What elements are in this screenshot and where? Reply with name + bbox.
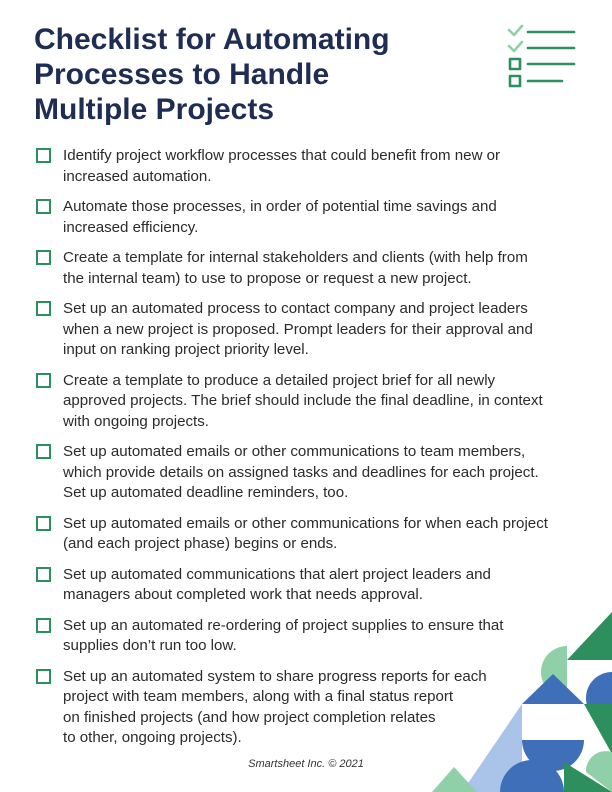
item-line: Create a template for internal stakeholders and clients (with help from — [63, 249, 528, 266]
item-text — [63, 442, 539, 504]
item-line: with ongoing projects. — [63, 412, 209, 430]
item-text — [63, 146, 500, 187]
page-title — [34, 22, 474, 127]
item-line: (and each project phase) begins or ends. — [63, 535, 338, 552]
checklist-item — [36, 514, 586, 555]
checkbox-icon[interactable] — [36, 669, 51, 684]
item-line: which provide details on assigned tasks and deadlines for each project. — [63, 463, 539, 481]
item-line: input on ranking project priority level. — [63, 341, 309, 358]
item-text — [63, 299, 533, 361]
title-line: Processes to Handle — [34, 58, 330, 91]
checklist-item — [36, 442, 586, 504]
checklist-item — [36, 146, 586, 187]
item-line: Set up automated communications that alert project leaders and — [63, 565, 491, 583]
item-line: approved projects. The brief should include the final deadline, in context — [63, 392, 543, 409]
footer-copyright: Smartsheet Inc. © 2021 — [248, 758, 364, 770]
deco-triangle — [432, 767, 477, 792]
item-line: increased efficiency. — [63, 218, 199, 236]
item-line: increased automation. — [63, 167, 212, 185]
item-line: project with team members, along with a final status report — [63, 688, 454, 705]
item-line: Set up an automated process to contact company and project leaders — [63, 300, 528, 317]
item-line: Set up automated deadline reminders, too. — [63, 484, 349, 501]
item-line: Identify project workflow processes that could benefit from new or — [63, 147, 501, 164]
item-line: on finished projects (and how project completion relates — [63, 708, 436, 726]
checkbox-icon[interactable] — [36, 373, 51, 388]
checkbox-icon[interactable] — [36, 444, 51, 459]
checklist-icon — [506, 24, 578, 92]
item-text — [63, 667, 487, 749]
checkbox-icon[interactable] — [36, 618, 51, 633]
item-line: Set up automated emails or other communications for when each project — [63, 514, 548, 532]
deco-triangle — [584, 704, 612, 754]
item-line: Set up an automated re-ordering of project supplies to ensure that — [63, 616, 504, 634]
item-line: supplies don’t run too low. — [63, 637, 237, 654]
checkbox-icon[interactable] — [36, 250, 51, 265]
title-line: Checklist for Automating — [34, 23, 390, 56]
checklist-item — [36, 197, 586, 238]
checkbox-icon[interactable] — [36, 516, 51, 531]
item-line: Set up an automated system to share progress reports for each — [63, 667, 487, 685]
item-text — [63, 514, 548, 555]
item-line: Set up automated emails or other communications to team members, — [63, 443, 526, 460]
checklist-item — [36, 371, 586, 433]
checkbox-icon[interactable] — [36, 148, 51, 163]
checkbox-icon[interactable] — [36, 199, 51, 214]
item-text — [63, 248, 528, 289]
item-text — [63, 565, 491, 606]
checkbox-icon[interactable] — [36, 567, 51, 582]
deco-triangle — [567, 612, 612, 660]
item-line: managers about completed work that needs approval. — [63, 586, 423, 603]
item-text — [63, 371, 543, 433]
title-line: Multiple Projects — [34, 93, 275, 126]
checkbox-icon[interactable] — [36, 301, 51, 316]
item-text — [63, 197, 497, 238]
checklist-item — [36, 248, 586, 289]
item-line: the internal team) to use to propose or request a new project. — [63, 269, 472, 287]
checklist-item — [36, 299, 586, 361]
checklist-item — [36, 565, 586, 606]
item-line: to other, ongoing projects). — [63, 729, 242, 746]
item-line: Create a template to produce a detailed project brief for all newly — [63, 371, 496, 389]
item-line: Automate those processes, in order of potential time savings and — [63, 198, 497, 215]
item-line: when a new project is proposed. Prompt leaders for their approval and — [63, 320, 533, 338]
